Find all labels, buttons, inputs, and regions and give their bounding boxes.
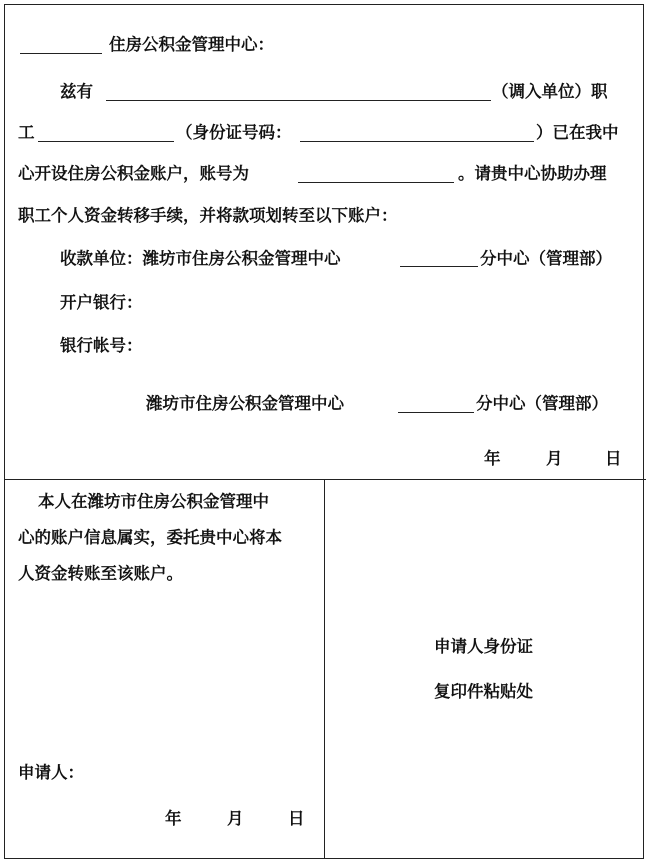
account-number-blank[interactable] bbox=[298, 182, 454, 183]
payee-branch-blank[interactable] bbox=[400, 266, 478, 267]
date-month: 月 bbox=[546, 449, 563, 468]
transfer-in-unit-blank[interactable] bbox=[106, 100, 491, 101]
addressee-label: 住房公积金管理中心： bbox=[109, 35, 274, 54]
line1-suffix: （调入单位）职 bbox=[492, 82, 608, 101]
line2-prefix: 工 bbox=[18, 123, 35, 142]
payee-label: 收款单位：潍坊市住房公积金管理中心 bbox=[60, 249, 341, 268]
statement-date-month: 月 bbox=[227, 809, 244, 828]
account-label: 银行帐号： bbox=[60, 336, 143, 355]
employee-name-blank[interactable] bbox=[38, 141, 174, 142]
bank-label: 开户银行： bbox=[60, 293, 143, 312]
sign-org-label: 潍坊市住房公积金管理中心 bbox=[146, 394, 344, 413]
line2-suffix: ）已在我中 bbox=[536, 123, 619, 142]
sign-org-suffix: 分中心（管理部） bbox=[476, 394, 608, 413]
column-divider bbox=[324, 480, 325, 859]
line4-text: 职工个人资金转移手续，并将款项划转至以下账户： bbox=[18, 206, 398, 225]
statement-line1: 本人在潍坊市住房公积金管理中 bbox=[38, 492, 269, 511]
statement-date-day: 日 bbox=[288, 809, 305, 828]
payee-suffix: 分中心（管理部） bbox=[480, 249, 612, 268]
line1-prefix: 兹有 bbox=[60, 82, 93, 101]
applicant-label: 申请人： bbox=[18, 763, 84, 782]
date-year: 年 bbox=[484, 449, 501, 468]
statement-date-year: 年 bbox=[165, 809, 182, 828]
id-copy-line2: 复印件粘贴处 bbox=[434, 682, 533, 701]
sign-branch-blank[interactable] bbox=[398, 412, 474, 413]
id-copy-line1: 申请人身份证 bbox=[434, 637, 533, 656]
center-name-blank[interactable] bbox=[20, 53, 102, 54]
section-divider bbox=[4, 479, 646, 480]
id-number-blank[interactable] bbox=[300, 141, 534, 142]
statement-line3: 人资金转账至该账户。 bbox=[18, 564, 183, 583]
line3-suffix: 。请贵中心协助办理 bbox=[458, 164, 607, 183]
date-day: 日 bbox=[605, 449, 622, 468]
statement-line2: 心的账户信息属实，委托贵中心将本 bbox=[18, 528, 282, 547]
line3-prefix: 心开设住房公积金账户，账号为 bbox=[18, 164, 249, 183]
id-number-label: （身份证号码： bbox=[176, 123, 292, 142]
